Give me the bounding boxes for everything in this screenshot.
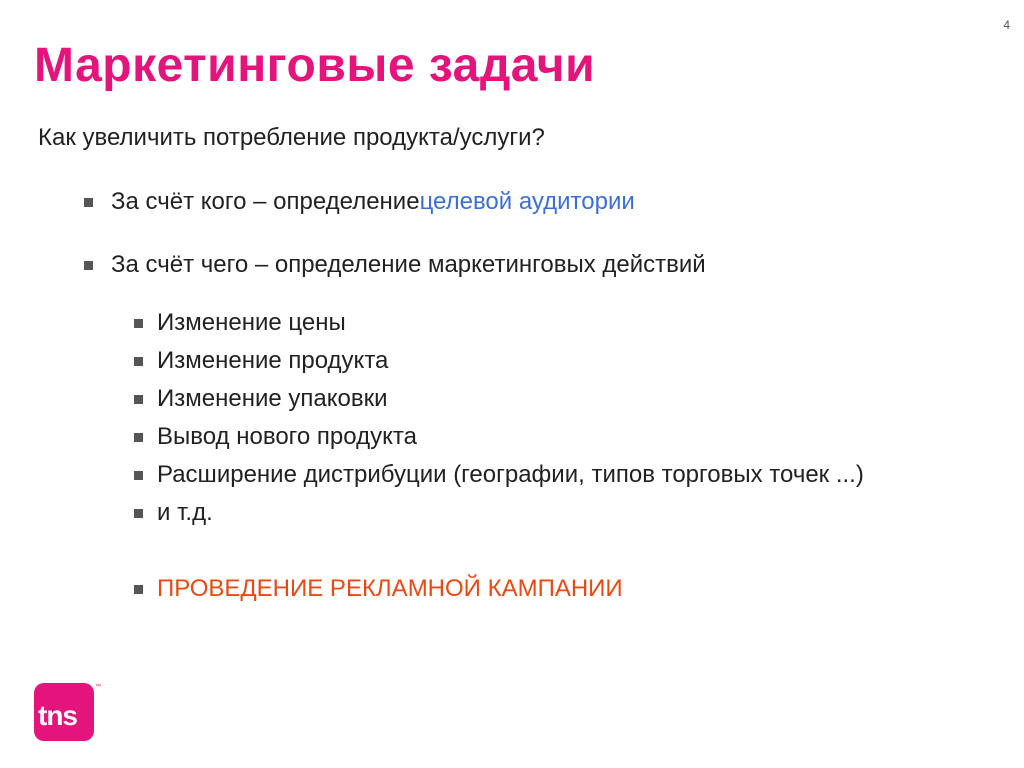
sub-bullet-text: ПРОВЕДЕНИЕ РЕКЛАМНОЙ КАМПАНИИ xyxy=(157,575,623,602)
tns-logo-trademark: ™ xyxy=(95,684,101,690)
square-bullet-icon xyxy=(134,509,143,518)
sub-bullet-text: Изменение продукта xyxy=(157,347,389,374)
square-bullet-icon xyxy=(134,471,143,480)
sub-bullet-text: Вывод нового продукта xyxy=(157,423,417,450)
square-bullet-icon xyxy=(84,261,93,270)
sub-bullet-price xyxy=(134,309,346,337)
bullet-marketing-actions xyxy=(84,251,706,279)
bullet-target-audience xyxy=(84,188,635,216)
square-bullet-icon xyxy=(134,319,143,328)
bullet-text: За счёт кого – определение xyxy=(111,188,420,215)
sub-bullet-ad-campaign xyxy=(134,575,623,603)
sub-bullet-new-product xyxy=(134,423,417,451)
sub-bullet-text: и т.д. xyxy=(157,499,213,526)
page-number: 4 xyxy=(1003,18,1010,32)
square-bullet-icon xyxy=(134,395,143,404)
square-bullet-icon xyxy=(84,198,93,207)
sub-bullet-text: Расширение дистрибуции (географии, типов торговых точек ...) xyxy=(157,461,864,488)
sub-bullet-text: Изменение цены xyxy=(157,309,346,336)
slide-title: Маркетинговые задачи xyxy=(34,39,596,92)
sub-bullet-packaging xyxy=(134,385,388,413)
bullet-highlight: целевой аудитории xyxy=(419,188,635,215)
square-bullet-icon xyxy=(134,433,143,442)
square-bullet-icon xyxy=(134,585,143,594)
sub-bullet-etc xyxy=(134,499,213,527)
sub-bullet-text: Изменение упаковки xyxy=(157,385,388,412)
bullet-text: За счёт чего – определение маркетинговых действий xyxy=(111,251,706,278)
tns-logo-text: tns xyxy=(38,700,77,731)
slide-subtitle: Как увеличить потребление продукта/услуги? xyxy=(38,124,545,151)
sub-bullet-distribution xyxy=(134,461,864,489)
square-bullet-icon xyxy=(134,357,143,366)
sub-bullet-product xyxy=(134,347,388,375)
